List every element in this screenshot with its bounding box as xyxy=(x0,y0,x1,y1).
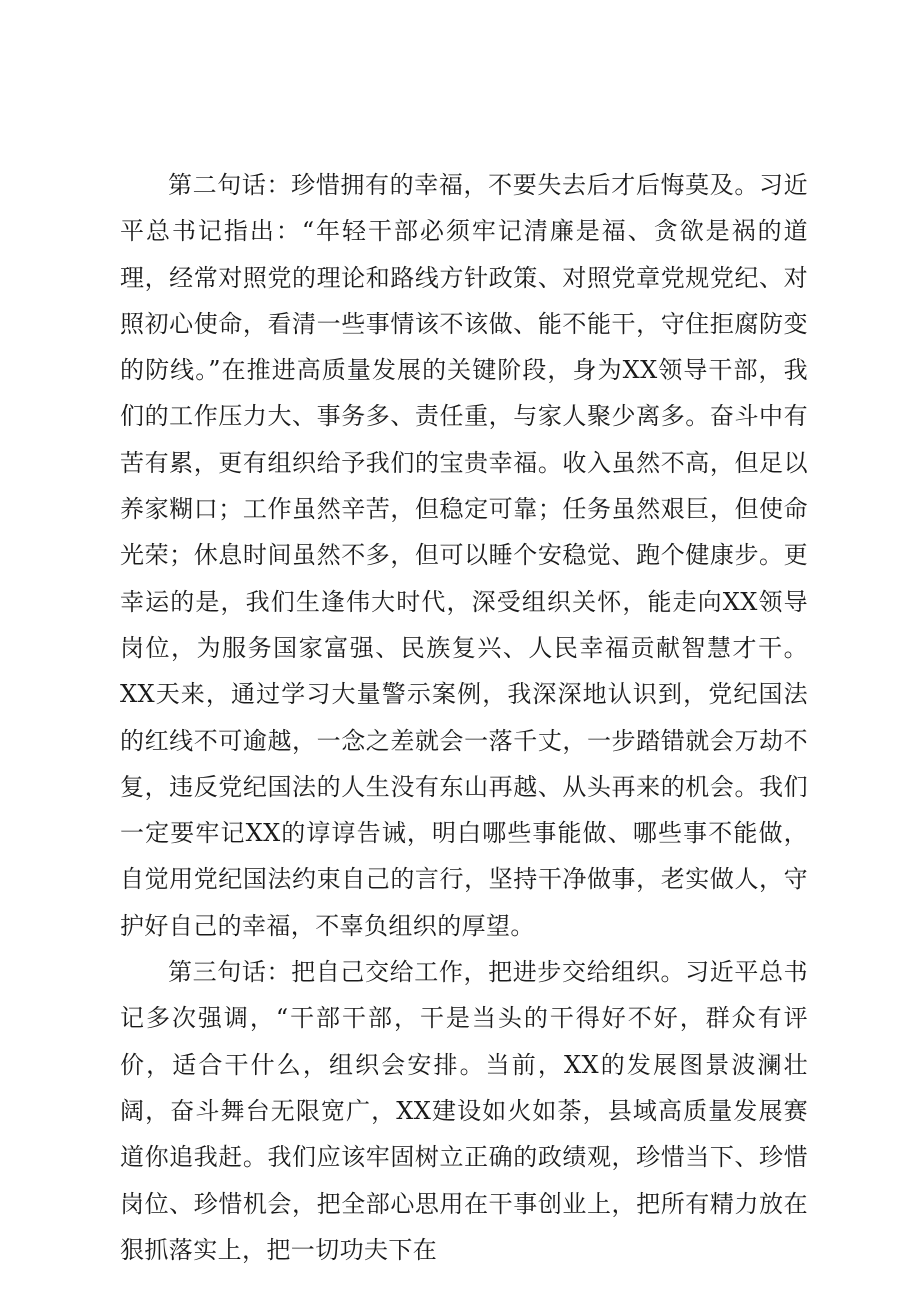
paragraph-second-sentence: 第二句话：珍惜拥有的幸福，不要失去后才后悔莫及。习近平总书记指出：“年轻干部必须牢记清廉是福、贪欲是祸的道理，经常对照党的理论和路线方针政策、对照党章党规党纪、对照初心使命，看清一些事情该不该做、能不能干，守住拒腐防变的防线。”在推进高质量发展的关键阶段，身为XX领导干部，我们的工作压力大、事务多、责任重，与家人聚少离多。奋斗中有苦有累，更有组织给予我们的宝贵幸福。收入虽然不高，但足以养家糊口；工作虽然辛苦，但稳定可靠；任务虽然艰巨，但使命光荣；休息时间虽然不多，但可以睡个安稳觉、跑个健康步。更幸运的是，我们生逢伟大时代，深受组织关怀，能走向XX领导岗位，为服务国家富强、民族复兴、人民幸福贡献智慧才干。XX天来，通过学习大量警示案例，我深深地认识到，党纪国法的红线不可逾越，一念之差就会一落千丈，一步踏错就会万劫不复，违反党纪国法的人生没有东山再越、从头再来的机会。我们一定要牢记XX的谆谆告诫，明白哪些事能做、哪些事不能做，自觉用党纪国法约束自己的言行，坚持干净做事，老实做人，守护好自己的幸福，不辜负组织的厚望。 xyxy=(120,171,808,940)
paragraph-third-sentence: 第三句话：把自己交给工作，把进步交给组织。习近平总书记多次强调，“干部干部，干是当头的干得好不好，群众有评价，适合干什么，组织会安排。当前，XX的发展图景波澜壮阔，奋斗舞台无限宽广，XX建设如火如荼，县域高质量发展赛道你追我赶。我们应该牢固树立正确的政绩观，珍惜当下、珍惜岗位、珍惜机会，把全部心思用在干事创业上，把所有精力放在狠抓落实上，把一切功夫下在 xyxy=(120,958,808,1264)
document-body xyxy=(120,162,808,1273)
